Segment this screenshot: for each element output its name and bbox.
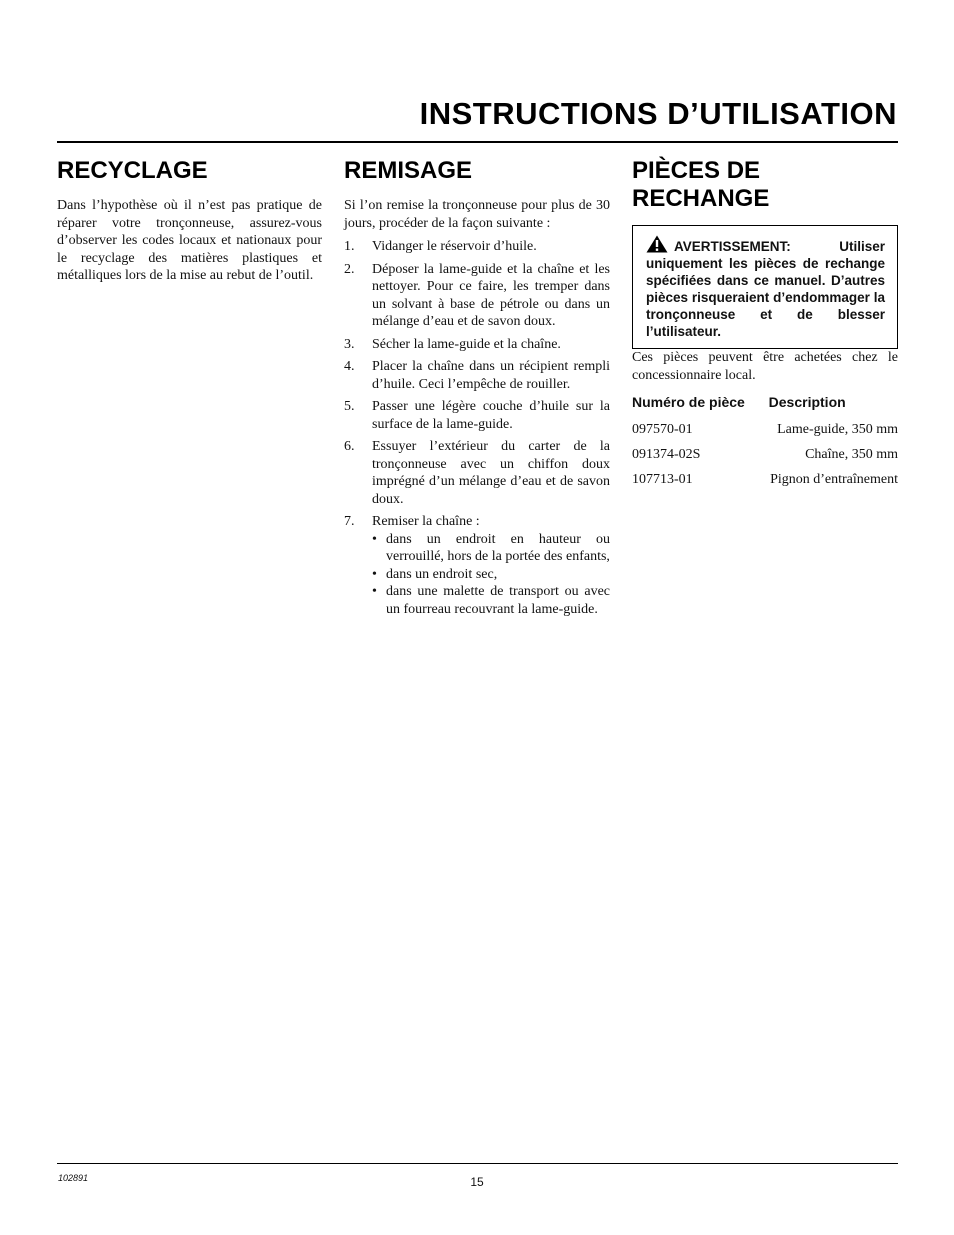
table-row xyxy=(632,447,898,472)
list-item xyxy=(344,238,610,256)
step-number: 7. xyxy=(344,514,355,529)
column-header-part-number: Numéro de pièce xyxy=(632,394,745,410)
description-cell: Pignon d’entraînement xyxy=(770,472,898,487)
recyclage-section xyxy=(57,157,322,285)
list-item xyxy=(344,261,610,331)
step-text: Remiser la chaîne : xyxy=(372,514,480,529)
list-item xyxy=(344,358,610,393)
bullet-icon: • xyxy=(372,531,377,547)
step-number: 2. xyxy=(344,261,355,277)
bullet-text: dans un endroit sec, xyxy=(386,566,498,582)
page-title: INSTRUCTIONS D’UTILISATION xyxy=(419,96,897,131)
table-header-row xyxy=(632,394,898,422)
step-number: 6. xyxy=(344,439,355,454)
step-number: 3. xyxy=(344,336,355,352)
storage-bullets xyxy=(372,531,610,619)
page-number: 15 xyxy=(470,1175,484,1189)
part-number-cell: 091374-02S xyxy=(632,447,701,462)
step-text: Placer la chaîne dans un récipient rempli d’huile. Ceci l’empêche de rouiller. xyxy=(372,359,610,392)
step-text: Déposer la lame-guide et la chaîne et les nettoyer. Pour ce faire, les tremper dans un solvant à base de pétrole ou dans un mélange d’eau et de savon doux. xyxy=(372,261,610,329)
step-number: 5. xyxy=(344,399,355,414)
step-text: Essuyer l’extérieur du carter de la tronçonneuse avec un chiffon doux imprégné d’un mélange d’eau et de savon doux. xyxy=(372,439,610,507)
parts-table xyxy=(632,394,898,497)
pieces-section xyxy=(632,157,898,497)
pieces-intro: Ces pièces peuvent être achetées chez le concessionnaire local. xyxy=(632,350,898,383)
description-cell: Lame-guide, 350 mm xyxy=(777,422,898,437)
recyclage-text: Dans l’hypothèse où il n’est pas pratique de réparer votre tronçonneuse, assurez-vous d’observer les codes locaux et nationaux pour le recyclage des matières plastiques et métalliques lors de la mise au rebut de l’outil. xyxy=(57,198,322,283)
column-header-description: Description xyxy=(768,394,846,410)
step-number: 4. xyxy=(344,359,355,374)
bullet-icon: • xyxy=(372,566,377,582)
warning-text: AVERTISSEMENT: Utiliser uniquement les pièces de rechange spécifiées dans ce manuel. D’autres pièces risqueraient d’endommager la tronçonneuse et de blesser l’utilisateur. xyxy=(646,239,885,339)
list-item xyxy=(344,438,610,508)
table-row xyxy=(632,472,898,497)
bullet-item xyxy=(372,566,610,584)
bullet-icon: • xyxy=(372,584,377,599)
list-item xyxy=(344,398,610,433)
step-number: 1. xyxy=(344,239,355,254)
step-text: Vidanger le réservoir d’huile. xyxy=(372,239,537,254)
document-number: 102891 xyxy=(58,1173,89,1183)
warning-box xyxy=(632,225,898,349)
list-item xyxy=(344,336,610,354)
table-row xyxy=(632,422,898,447)
step-text: Passer une légère couche d’huile sur la surface de la lame-guide. xyxy=(372,399,610,432)
pieces-heading-line2: RECHANGE xyxy=(632,185,770,212)
pieces-heading-line1: PIÈCES DE xyxy=(632,157,761,184)
list-item xyxy=(344,513,610,618)
pieces-heading xyxy=(632,157,898,213)
recyclage-heading: RECYCLAGE xyxy=(57,157,208,184)
remisage-heading: REMISAGE xyxy=(344,157,473,184)
bullet-item xyxy=(372,583,610,618)
part-number-cell: 107713-01 xyxy=(632,472,693,487)
warning-triangle-icon xyxy=(646,235,668,251)
part-number-cell: 097570-01 xyxy=(632,422,693,437)
description-cell: Chaîne, 350 mm xyxy=(805,447,898,462)
remisage-steps xyxy=(344,238,610,618)
remisage-section xyxy=(344,157,610,623)
step-text: Sécher la lame-guide et la chaîne. xyxy=(372,336,561,352)
bottom-rule xyxy=(57,1163,898,1164)
bullet-item xyxy=(372,531,610,566)
top-rule xyxy=(57,141,898,143)
remisage-intro: Si l’on remise la tronçonneuse pour plus de 30 jours, procéder de la façon suivante : xyxy=(344,198,610,231)
bullet-text: dans un endroit en hauteur ou verrouillé, hors de la portée des enfants, xyxy=(386,531,610,564)
step-text-group xyxy=(372,513,610,618)
bullet-text: dans une malette de transport ou avec un fourreau recouvrant la lame-guide. xyxy=(386,584,610,617)
